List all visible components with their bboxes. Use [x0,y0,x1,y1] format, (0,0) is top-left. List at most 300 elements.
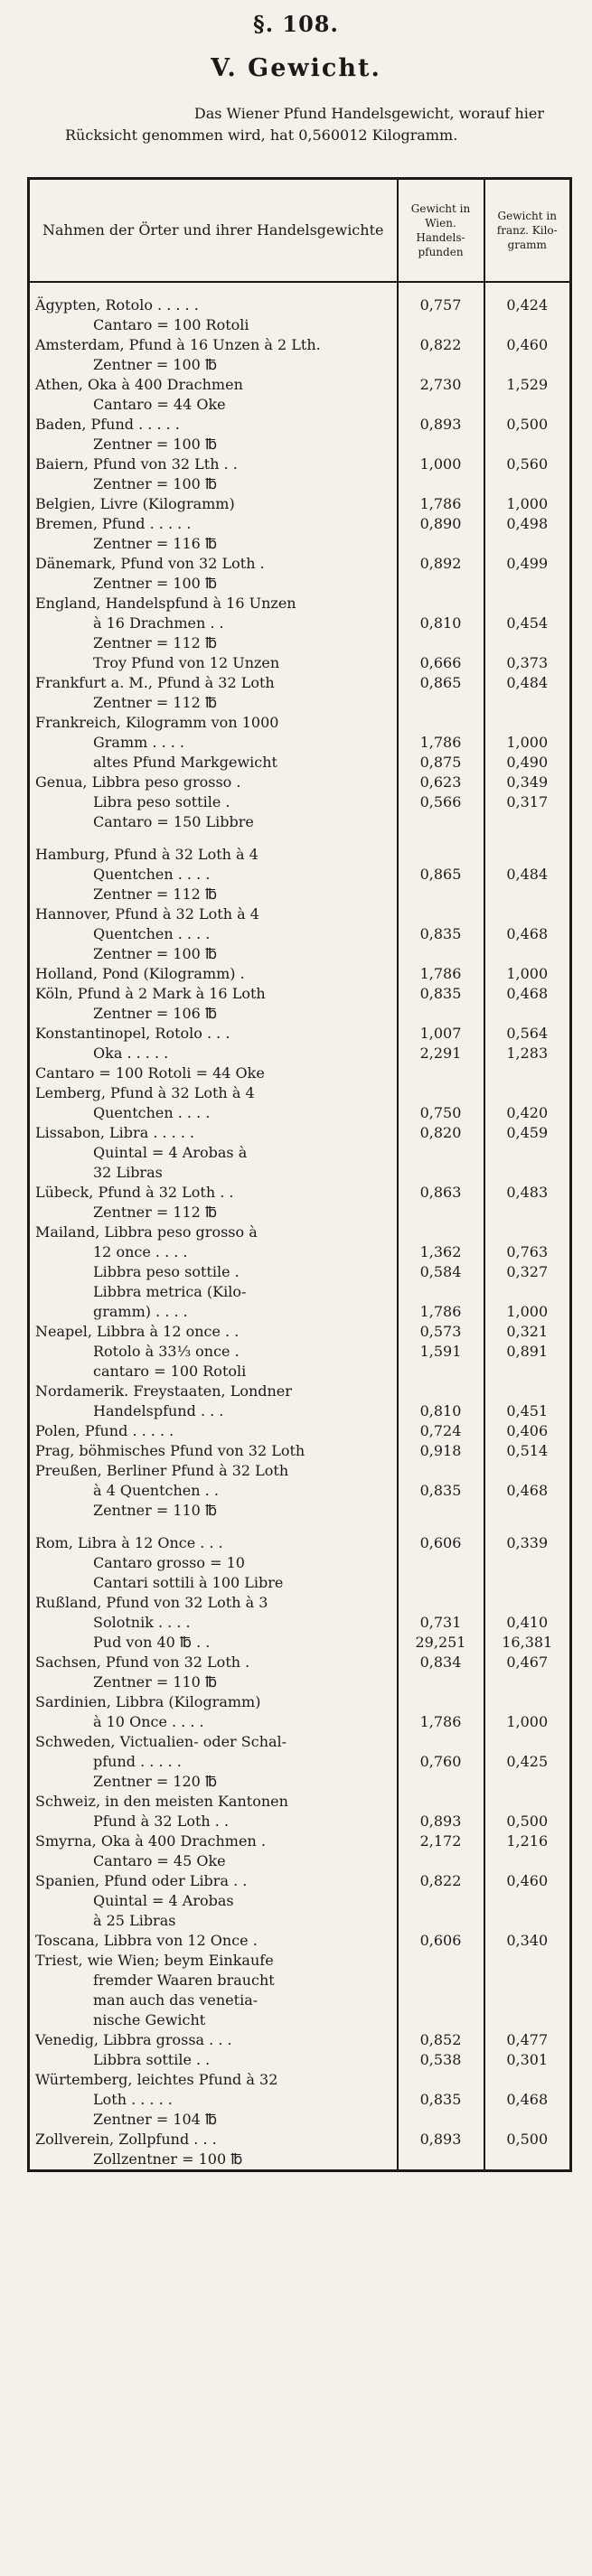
table-row [29,2070,571,2090]
place-weight-name: 32 Libras [93,1164,163,1181]
place-weight-name: Oka . . . . . [93,1044,169,1062]
kilogram-value [484,1163,571,1183]
place-weight-name: à 10 Once . . . . [93,1713,204,1730]
vienna-pounds-value [398,1063,484,1083]
vienna-pounds-value: 0,666 [398,653,484,673]
table-row [29,865,571,885]
place-weight-name: Zentner = 100 ℔ [93,436,218,453]
table-row [29,1362,571,1382]
table-row [29,1533,571,1553]
kilogram-value: 0,424 [484,295,571,315]
vienna-pounds-value: 0,820 [398,1123,484,1143]
kilogram-value [484,832,571,845]
place-weight-name: gramm) . . . . [93,1303,188,1320]
table-row [29,2110,571,2130]
table-row [29,1203,571,1222]
kilogram-value: 0,468 [484,2090,571,2110]
vienna-pounds-value [398,713,484,733]
vienna-pounds-value: 2,291 [398,1044,484,1063]
place-weight-name: Loth . . . . . [93,2091,173,2108]
kilogram-value [484,812,571,832]
vienna-pounds-value [398,2070,484,2090]
kilogram-value [484,474,571,494]
vienna-pounds-value: 0,892 [398,554,484,574]
table-row [29,2010,571,2030]
vienna-pounds-value: 0,822 [398,335,484,355]
vienna-pounds-value: 0,538 [398,2050,484,2070]
vienna-pounds-value [398,1222,484,1242]
table-row [29,1752,571,1772]
kilogram-value: 1,283 [484,1044,571,1063]
kilogram-value: 0,339 [484,1533,571,1553]
kilogram-value: 0,467 [484,1653,571,1672]
place-weight-name: Köln, Pfund à 2 Mark à 16 Loth [35,985,266,1002]
place-weight-name: Troy Pfund von 12 Unzen [93,654,280,671]
table-row [29,1044,571,1063]
place-weight-name: Cantaro = 100 Rotoli = 44 Oke [35,1064,265,1082]
place-weight-name: Libbra peso sottile . [93,1263,240,1280]
table-row [29,2050,571,2070]
kilogram-value: 1,000 [484,733,571,753]
kilogram-value: 1,000 [484,964,571,984]
vienna-pounds-value: 1,362 [398,1242,484,1262]
section-number: §. 108. [253,11,339,37]
vienna-pounds-value: 1,007 [398,1024,484,1044]
table-row [29,1633,571,1653]
kilogram-value [484,713,571,733]
place-weight-name: England, Handelspfund à 16 Unzen [35,595,296,612]
table-row [29,944,571,964]
place-weight-name: Libbra metrica (Kilo- [93,1283,247,1300]
vienna-pounds-value: 0,573 [398,1322,484,1342]
table-row [29,1871,571,1891]
page-title: V. Gewicht. [211,54,381,82]
place-weight-name: Zentner = 116 ℔ [93,535,218,552]
column-header-name: Nahmen der Örter und ihrer Handelsgewichte [29,179,398,283]
vienna-pounds-value [398,1851,484,1871]
kilogram-value [484,2110,571,2130]
place-weight-name: Zentner = 104 ℔ [93,2111,218,2128]
vienna-pounds-value: 2,730 [398,375,484,395]
place-weight-name: Hamburg, Pfund à 32 Loth à 4 [35,846,258,863]
vienna-pounds-value: 1,000 [398,454,484,474]
table-row [29,1712,571,1732]
kilogram-value [484,2070,571,2090]
kilogram-value: 0,454 [484,614,571,633]
place-weight-name: Smyrna, Oka à 400 Drachmen . [35,1832,266,1850]
kilogram-value [484,1991,571,2010]
kilogram-value: 0,468 [484,1481,571,1501]
table-row [29,1481,571,1501]
column-header-vienna: Gewicht in Wien. Handels-pfunden [398,179,484,283]
place-weight-name: Zentner = 106 ℔ [93,1005,218,1022]
place-weight-name: Schweden, Victualien- oder Schal- [35,1733,287,1750]
vienna-pounds-value: 0,893 [398,415,484,435]
place-weight-name: Lemberg, Pfund à 32 Loth à 4 [35,1084,255,1101]
table-row [29,733,571,753]
vienna-pounds-value [398,435,484,454]
place-weight-name: Cantaro = 100 Rotoli [93,316,249,333]
kilogram-value: 0,498 [484,514,571,534]
vienna-pounds-value [398,845,484,865]
table-row [29,1891,571,1911]
kilogram-value [484,2150,571,2171]
place-weight-name: Frankreich, Kilogramm von 1000 [35,714,279,731]
table-row [29,713,571,733]
table-row [29,1441,571,1461]
kilogram-value: 0,459 [484,1123,571,1143]
vienna-pounds-value: 0,760 [398,1752,484,1772]
table-row [29,1732,571,1752]
place-weight-name: Preußen, Berliner Pfund à 32 Loth [35,1462,289,1479]
table-row [29,1461,571,1481]
kilogram-value: 0,406 [484,1421,571,1441]
vienna-pounds-value: 2,172 [398,1831,484,1851]
vienna-pounds-value [398,1501,484,1521]
place-weight-name: Zentner = 112 ℔ [93,634,218,651]
vienna-pounds-value [398,904,484,924]
kilogram-value [484,574,571,594]
vienna-pounds-value [398,1143,484,1163]
kilogram-value [484,1063,571,1083]
kilogram-value [484,1461,571,1481]
kilogram-value [484,315,571,335]
vienna-pounds-value: 29,251 [398,1633,484,1653]
kilogram-value: 0,763 [484,1242,571,1262]
table-row [29,1302,571,1322]
vienna-pounds-value: 0,606 [398,1533,484,1553]
place-weight-name: Cantaro = 45 Oke [93,1852,226,1869]
kilogram-value: 0,321 [484,1322,571,1342]
table-row [29,964,571,984]
vienna-pounds-value [398,1792,484,1812]
place-weight-name: Baiern, Pfund von 32 Lth . . [35,455,238,473]
table-row [29,282,571,295]
kilogram-value: 1,529 [484,375,571,395]
table-row [29,1401,571,1421]
place-weight-name: man auch das venetia- [93,1991,258,2009]
vienna-pounds-value [398,885,484,904]
table-row [29,474,571,494]
kilogram-value [484,395,571,415]
place-weight-name: Frankfurt a. M., Pfund à 32 Loth [35,674,275,691]
vienna-pounds-value: 0,865 [398,673,484,693]
place-weight-name: pfund . . . . . [93,1753,182,1770]
kilogram-value [484,1772,571,1792]
kilogram-value [484,1282,571,1302]
place-weight-name: Zentner = 100 ℔ [93,945,218,962]
table-row [29,454,571,474]
place-weight-name: Zentner = 112 ℔ [93,1204,218,1221]
table-header-row [29,179,571,283]
kilogram-value [484,1083,571,1103]
table-row [29,1812,571,1831]
place-weight-name: Polen, Pfund . . . . . [35,1422,174,1439]
place-weight-name: à 4 Quentchen . . [93,1482,219,1499]
table-row [29,1831,571,1851]
table-row [29,2150,571,2171]
place-weight-name: Bremen, Pfund . . . . . [35,515,192,532]
kilogram-value: 0,349 [484,773,571,792]
vienna-pounds-value [398,1692,484,1712]
vienna-pounds-value: 0,834 [398,1653,484,1672]
kilogram-value: 0,500 [484,1812,571,1831]
vienna-pounds-value: 1,786 [398,494,484,514]
place-weight-name: Toscana, Libbra von 12 Once . [35,1932,258,1949]
vienna-pounds-value [398,1203,484,1222]
vienna-pounds-value: 0,890 [398,514,484,534]
kilogram-value: 0,451 [484,1401,571,1421]
place-weight-name: Zollzentner = 100 ℔ [93,2150,243,2168]
kilogram-value: 0,425 [484,1752,571,1772]
table-row [29,594,571,614]
table-row [29,1262,571,1282]
table-row [29,1123,571,1143]
vienna-pounds-value: 0,750 [398,1103,484,1123]
place-weight-name: Lübeck, Pfund à 32 Loth . . [35,1184,234,1201]
table-row [29,614,571,633]
vienna-pounds-value [398,2110,484,2130]
vienna-pounds-value: 0,865 [398,865,484,885]
kilogram-value [484,1573,571,1593]
table-row [29,1242,571,1262]
table-row [29,335,571,355]
intro-line-2: Rücksicht genommen wird, hat 0,560012 Kilogramm. [65,126,458,144]
vienna-pounds-value [398,395,484,415]
vienna-pounds-value: 0,724 [398,1421,484,1441]
vienna-pounds-value: 0,835 [398,924,484,944]
table-row [29,1593,571,1613]
table-row [29,355,571,375]
table-row [29,1911,571,1931]
kilogram-value: 0,564 [484,1024,571,1044]
place-weight-name: Cantaro grosso = 10 [93,1554,245,1571]
table-row [29,1282,571,1302]
kilogram-value [484,1203,571,1222]
vienna-pounds-value: 0,757 [398,295,484,315]
place-weight-name: Triest, wie Wien; beym Einkaufe [35,1952,274,1969]
kilogram-value [484,1951,571,1971]
vienna-pounds-value [398,1672,484,1692]
kilogram-value: 0,327 [484,1262,571,1282]
kilogram-value: 0,420 [484,1103,571,1123]
kilogram-value: 0,560 [484,454,571,474]
place-weight-name: Zollverein, Zollpfund . . . [35,2131,217,2148]
table-row [29,673,571,693]
kilogram-value: 0,460 [484,335,571,355]
place-weight-name: Quintal = 4 Arobas [93,1892,234,1909]
place-weight-name: Schweiz, in den meisten Kantonen [35,1793,288,1810]
place-weight-name: Baden, Pfund . . . . . [35,416,180,433]
place-weight-name: Ägypten, Rotolo . . . . . [35,296,199,314]
table-row [29,574,571,594]
vienna-pounds-value [398,1991,484,2010]
vienna-pounds-value [398,1521,484,1533]
table-row [29,1613,571,1633]
kilogram-value [484,1143,571,1163]
kilogram-value [484,693,571,713]
place-weight-name: Zentner = 100 ℔ [93,475,218,492]
kilogram-value: 0,891 [484,1342,571,1362]
table-row [29,693,571,713]
place-weight-name: Belgien, Livre (Kilogramm) [35,495,235,512]
table-row [29,1342,571,1362]
place-weight-name: Zentner = 112 ℔ [93,694,218,711]
vienna-pounds-value [398,1461,484,1481]
place-weight-name [29,1521,398,1533]
vienna-pounds-value: 0,822 [398,1871,484,1891]
kilogram-value [484,1593,571,1613]
place-weight-name: Libra peso sottile . [93,793,230,810]
table-row [29,1143,571,1163]
vienna-pounds-value [398,1772,484,1792]
place-weight-name: Sardinien, Libbra (Kilogramm) [35,1693,261,1710]
table-row [29,1553,571,1573]
table-row [29,295,571,315]
table-row [29,1653,571,1672]
vienna-pounds-value [398,1732,484,1752]
place-weight-name: Rotolo à 33⅓ once . [93,1343,240,1360]
table-row [29,1672,571,1692]
vienna-pounds-value: 0,731 [398,1613,484,1633]
place-weight-name: altes Pfund Markgewicht [93,754,277,771]
place-weight-name: Würtemberg, leichtes Pfund à 32 [35,2071,278,2088]
table-row [29,633,571,653]
place-weight-name: Spanien, Pfund oder Libra . . [35,1872,248,1889]
table-row [29,924,571,944]
table-row [29,415,571,435]
place-weight-name: Pud von 40 ℔ . . [93,1634,211,1651]
table-row [29,904,571,924]
table-row [29,1382,571,1401]
vienna-pounds-value: 0,893 [398,1812,484,1831]
kilogram-value [484,1911,571,1931]
kilogram-value [484,534,571,554]
kilogram-value [484,2010,571,2030]
place-weight-name: à 16 Drachmen . . [93,614,224,632]
table-row [29,2090,571,2110]
weights-table [27,177,572,2172]
vienna-pounds-value [398,574,484,594]
place-weight-name [29,282,398,295]
kilogram-value [484,355,571,375]
table-row [29,534,571,554]
vienna-pounds-value: 0,623 [398,773,484,792]
table-row [29,2030,571,2050]
vienna-pounds-value: 0,918 [398,1441,484,1461]
kilogram-value: 0,490 [484,753,571,773]
vienna-pounds-value [398,1083,484,1103]
vienna-pounds-value [398,1553,484,1573]
place-weight-name: Amsterdam, Pfund à 16 Unzen à 2 Lth. [35,336,321,353]
vienna-pounds-value: 1,786 [398,1302,484,1322]
table-row [29,2130,571,2150]
table-row [29,1024,571,1044]
vienna-pounds-value [398,534,484,554]
kilogram-value: 0,468 [484,984,571,1004]
kilogram-value: 1,000 [484,494,571,514]
place-weight-name: nische Gewicht [93,2011,206,2028]
kilogram-value: 0,499 [484,554,571,574]
table-row [29,1792,571,1812]
table-row [29,554,571,574]
vienna-pounds-value: 0,810 [398,614,484,633]
kilogram-value: 1,000 [484,1302,571,1322]
vienna-pounds-value [398,944,484,964]
kilogram-value: 1,216 [484,1831,571,1851]
kilogram-value [484,1732,571,1752]
kilogram-value [484,1382,571,1401]
place-weight-name: 12 once . . . . [93,1243,188,1260]
kilogram-value: 0,301 [484,2050,571,2070]
place-weight-name: Quentchen . . . . [93,866,211,883]
place-weight-name: Pfund à 32 Loth . . [93,1813,230,1830]
place-weight-name: à 25 Libras [93,1912,176,1929]
vienna-pounds-value: 1,786 [398,733,484,753]
kilogram-value: 16,381 [484,1633,571,1653]
table-row [29,435,571,454]
kilogram-value: 0,514 [484,1441,571,1461]
kilogram-value: 0,500 [484,415,571,435]
vienna-pounds-value: 0,852 [398,2030,484,2050]
kilogram-value: 0,317 [484,792,571,812]
table-row [29,885,571,904]
kilogram-value [484,1501,571,1521]
table-row [29,1971,571,1991]
vienna-pounds-value: 0,584 [398,1262,484,1282]
place-weight-name: Lissabon, Libra . . . . . [35,1124,195,1141]
table-row [29,1103,571,1123]
vienna-pounds-value: 1,786 [398,964,484,984]
table-body [29,282,571,2171]
place-weight-name: Cantaro = 150 Libbre [93,813,254,830]
place-weight-name: Zentner = 120 ℔ [93,1773,218,1790]
place-weight-name: Cantaro = 44 Oke [93,396,226,413]
kilogram-value: 1,000 [484,1712,571,1732]
place-weight-name: fremder Waaren braucht [93,1972,275,1989]
kilogram-value [484,1004,571,1024]
table-row [29,1004,571,1024]
vienna-pounds-value [398,1971,484,1991]
place-weight-name: Quentchen . . . . [93,925,211,942]
kilogram-value [484,1891,571,1911]
place-weight-name: Quintal = 4 Arobas à [93,1144,248,1161]
kilogram-value [484,594,571,614]
place-weight-name: Quentchen . . . . [93,1104,211,1121]
table-row [29,1222,571,1242]
vienna-pounds-value: 0,606 [398,1931,484,1951]
vienna-pounds-value [398,1282,484,1302]
place-weight-name: Zentner = 112 ℔ [93,885,218,903]
vienna-pounds-value [398,1891,484,1911]
place-weight-name: cantaro = 100 Rotoli [93,1363,247,1380]
table-row [29,315,571,335]
vienna-pounds-value [398,1004,484,1024]
table-row [29,1063,571,1083]
kilogram-value [484,1362,571,1382]
kilogram-value [484,1851,571,1871]
table-row [29,773,571,792]
vienna-pounds-value: 0,566 [398,792,484,812]
place-weight-name: Venedig, Libbra grossa . . . [35,2031,232,2048]
vienna-pounds-value: 1,786 [398,1712,484,1732]
table-row [29,514,571,534]
kilogram-value [484,1222,571,1242]
vienna-pounds-value: 0,893 [398,2130,484,2150]
place-weight-name [29,832,398,845]
vienna-pounds-value: 0,810 [398,1401,484,1421]
vienna-pounds-value [398,1951,484,1971]
